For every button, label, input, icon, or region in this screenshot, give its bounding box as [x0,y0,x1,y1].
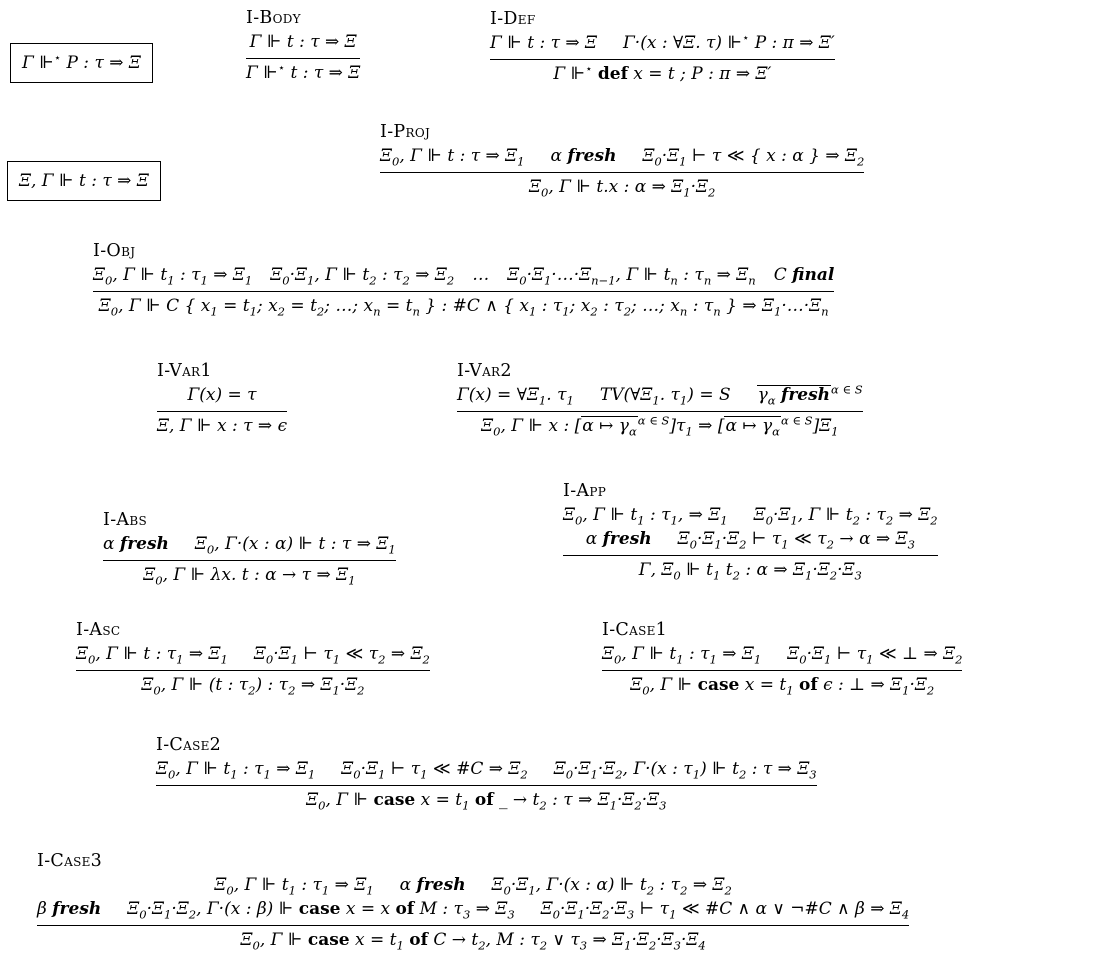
conclusion: Γ ⊩⋆ def x = t ; P : π ⇒ Ξ′ [553,61,772,85]
premise-line [250,31,357,53]
premise-line [187,384,256,406]
program-typing-judgment-box [10,43,153,83]
rule-i-body-label: I-Body [246,8,301,28]
conclusion: Γ ⊩⋆ t : τ ⇒ Ξ [246,60,361,84]
rule-i-abs-label: I-Abs [103,510,148,530]
premise: Γ·(x : ∀Ξ. τ) ⊩⋆ P : π ⇒ Ξ′ [623,30,835,53]
premise: $\Xi_0$, Γ ⊩ $t_1$ : $\tau_1$ ⇒ $\Xi_1$ [93,265,253,288]
conclusion: $\Xi_0$, Γ ⊩ case $x = t_1$ of ϵ : ⊥ ⇒ $\Xi_1\cdot\Xi_2$ [630,675,935,698]
conclusion: $\Xi_0$, Γ ⊩ λx. t : α → τ ⇒ $\Xi_1$ [143,565,356,588]
conclusion: Ξ, Γ ⊩ x : τ ⇒ ϵ [157,416,288,437]
premise: β fresh [37,899,102,920]
term-typing-judgment-box [7,161,161,201]
premise-line [93,264,834,286]
conclusion: $\Xi_0$, Γ ⊩ (t : $\tau_2$) : $\tau_2$ ⇒ $\Xi_1\cdot\Xi_2$ [141,675,365,698]
premise: $\gamma_\alpha$ fresh$^{\alpha \in S}$ [757,382,863,408]
rule-i-obj [93,241,834,317]
inference-line [380,172,864,173]
rule-i-case2-label: I-Case2 [156,735,222,755]
rule-i-case1 [602,620,962,696]
premise: $\Xi_0\cdot\Xi_1$, Γ·(x : α) ⊩ $t_2$ : $\tau_2$ ⇒ $\Xi_2$ [491,875,732,898]
rule-i-case1-label: I-Case1 [602,620,668,640]
premise: $\Xi_0\cdot\Xi_1$ ⊢ $\tau_1$ ≪ #C ⇒ $\Xi_2$ [341,759,528,782]
rule-i-proj-label: I-Proj [380,122,431,142]
premise: α fresh [550,146,617,166]
rule-i-var2 [457,361,863,437]
premise-line [586,528,915,550]
inference-line [563,555,938,556]
premise-line [602,643,962,665]
rule-i-def [490,9,835,85]
premise-line [214,874,731,896]
conclusion: Γ, $\Xi_0$ ⊩ $t_1$ $t_2$ : α ⇒ $\Xi_1\cdot\Xi_2\cdot\Xi_3$ [638,560,862,583]
rule-i-var1 [157,361,287,437]
premise-line [156,758,817,780]
premise: C final [773,265,835,285]
premise: α fresh [103,534,169,554]
premise-line [490,32,835,54]
inference-line [157,411,287,412]
rule-i-proj [380,122,864,198]
premise: … [472,265,490,285]
premise: $\Xi_0\cdot\Xi_1$, Γ ⊩ $t_2$ : $\tau_2$ ⇒ $\Xi_2$ [270,265,455,288]
rule-i-body [246,8,360,84]
premise: $\Xi_0$, Γ·(x : α) ⊩ t : τ ⇒ $\Xi_1$ [194,534,396,557]
premise: $\Xi_0$, Γ ⊩ $t_1$ : $\tau_1$, ⇒ $\Xi_1$ [563,505,728,528]
conclusion: $\Xi_0$, Γ ⊩ C { $x_1 = t_1$; $x_2 = t_2$; …; $x_n = t_n$ } : #C ∧ { $x_1$ : $\tau_1$; $x_2$ : $\tau_2$; …; $x_n$ : $\tau_n$ } ⇒ $\Xi_1\cdot\dots\cdot\Xi_n$ [98,296,829,319]
premise-line [103,533,396,555]
conclusion: $\Xi_0$, Γ ⊩ x : [α ↦ $\gamma_\alpha^{\alpha \in S}]\tau_1$ ⇒ [α ↦ $\gamma_\alpha^{\alpha \in S}]\Xi_1$ [481,413,839,439]
inference-line [457,411,863,412]
inference-line [156,785,817,786]
premise: $\Xi_0\cdot\Xi_1\cdot\Xi_2$, Γ·(x : $\tau_1$) ⊩ $t_2$ : τ ⇒ $\Xi_3$ [553,759,817,782]
rule-i-app [563,481,938,581]
premise: $\Xi_0\cdot\Xi_1\cdot\Xi_2$ ⊢ $\tau_1$ ≪ $\tau_2 \to \alpha$ ⇒ $\Xi_3$ [677,529,915,552]
premise: $\Xi_0\cdot\Xi_1\cdot\Xi_2\cdot\Xi_3$ ⊢ $\tau_1$ ≪ #C ∧ α ∨ ¬#C ∧ β ⇒ $\Xi_4$ [540,899,910,922]
premise: $\Xi_0$, Γ ⊩ t : $\tau_1$ ⇒ $\Xi_1$ [76,644,228,667]
program-typing-judgment-formula: Γ ⊩⋆ P : τ ⇒ Ξ [22,50,141,73]
conclusion: $\Xi_0$, Γ ⊩ case $x = t_1$ of _ → $t_2$ : τ ⇒ $\Xi_1\cdot\Xi_2\cdot\Xi_3$ [306,790,667,813]
rule-i-var2-label: I-Var2 [457,361,512,381]
inference-line [93,291,834,292]
rule-i-case2 [156,735,817,811]
premise-line [37,898,909,920]
premise-line [380,145,864,167]
rule-i-obj-label: I-Obj [93,241,136,261]
premise: $\Xi_0\cdot\Xi_1$ ⊢ τ ≪ { x : α } ⇒ $\Xi_2$ [642,146,865,169]
inference-line [490,59,835,60]
rule-i-case3-label: I-Case3 [37,851,103,871]
rule-i-abs [103,510,396,586]
premise: $\Xi_0\cdot\Xi_1\cdot\Xi_2$, Γ·(x : β) ⊩ case x = x of M : $\tau_3$ ⇒ $\Xi_3$ [127,899,515,922]
premise: α fresh [399,875,466,895]
premise: Γ ⊩ t : τ ⇒ Ξ [490,33,598,53]
inference-line [602,670,962,671]
premise: $\Xi_0\cdot\Xi_1$ ⊢ $\tau_1$ ≪ $\tau_2$ ⇒ $\Xi_2$ [253,644,430,667]
rule-i-case3 [37,851,909,951]
premise: $\Xi_0\cdot\Xi_1$ ⊢ $\tau_1$ ≪ ⊥ ⇒ $\Xi_2$ [787,644,963,667]
rule-i-asc [76,620,430,696]
premise: $\Xi_0\cdot\Xi_1$, Γ ⊩ $t_2$ : $\tau_2$ ⇒ $\Xi_2$ [753,505,938,528]
premise: α fresh [585,529,652,550]
inference-line [103,560,396,561]
conclusion: $\Xi_0$, Γ ⊩ case $x = t_1$ of $C \to t_2$, M : $\tau_2$ ∨ $\tau_3$ ⇒ $\Xi_1\cdot\Xi_2\cdot\Xi_3\cdot\Xi_4$ [240,930,706,953]
rule-i-app-label: I-App [563,481,607,501]
premise: Γ(x) = τ [187,385,257,405]
premise: $\Xi_0$, Γ ⊩ $t_1$ : $\tau_1$ ⇒ $\Xi_1$ [156,759,316,782]
inference-line [37,925,909,926]
premise: Γ ⊩ t : τ ⇒ Ξ [249,32,357,52]
premise: $\Xi_0$, Γ ⊩ t : τ ⇒ $\Xi_1$ [380,146,525,169]
premise: $\Xi_0\cdot\Xi_1\cdot\dots\cdot\Xi_{n-1}$, Γ ⊩ $t_n$ : $\tau_n$ ⇒ $\Xi_n$ [507,265,756,288]
premise: $\Xi_0$, Γ ⊩ $t_1$ : $\tau_1$ ⇒ $\Xi_1$ [214,875,374,898]
premise: $TV(\forall\Xi_1$. $\tau_1) = S$ [599,385,731,408]
rule-i-def-label: I-Def [490,9,536,29]
premise-line [457,384,863,406]
inference-line [76,670,430,671]
rule-i-var1-label: I-Var1 [157,361,212,381]
term-typing-judgment-formula: Ξ, Γ ⊩ t : τ ⇒ Ξ [19,171,149,191]
rule-i-asc-label: I-Asc [76,620,121,640]
premise: $\Xi_0$, Γ ⊩ $t_1$ : $\tau_1$ ⇒ $\Xi_1$ [602,644,762,667]
premise-line [76,643,430,665]
conclusion: $\Xi_0$, Γ ⊩ t.x : α ⇒ $\Xi_1\cdot\Xi_2$ [529,177,716,200]
premise-line [563,504,938,526]
premise: $\Gamma(x) = \forall\Xi_1$. $\tau_1$ [457,385,574,408]
inference-line [246,58,360,59]
